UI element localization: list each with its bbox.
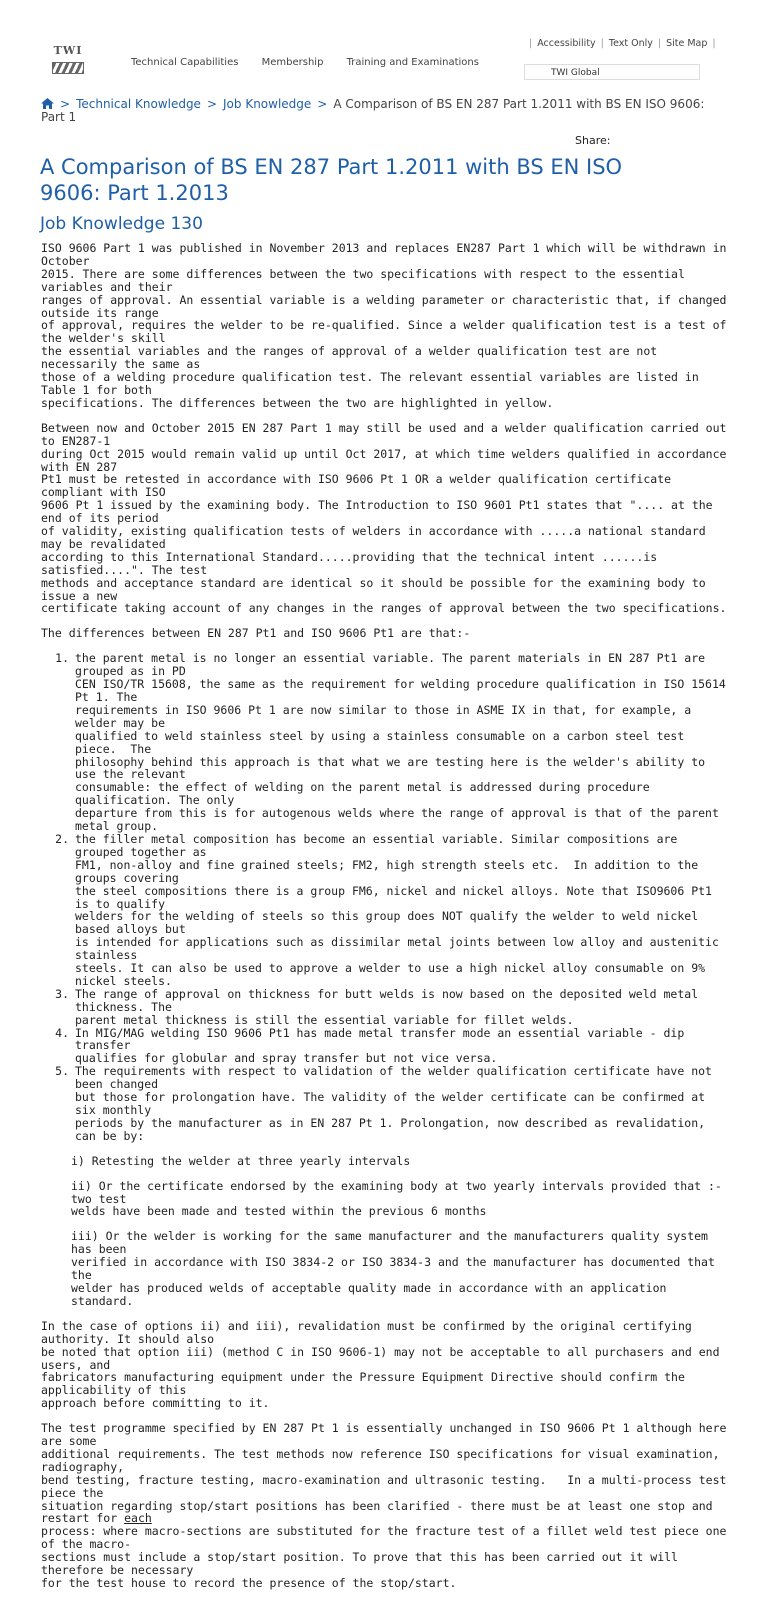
revalidation-option-i: i) Retesting the welder at three yearly intervals xyxy=(71,1153,411,1168)
chevron-right-icon: > xyxy=(60,97,71,111)
main-nav xyxy=(131,57,499,68)
each-emphasis: each xyxy=(124,1511,152,1526)
home-icon[interactable] xyxy=(41,98,54,109)
nav-technical-capabilities[interactable]: Technical Capabilities xyxy=(131,57,239,68)
page-title: A Comparison of BS EN 287 Part 1.2011 with BS EN ISO 9606: Part 1.2013 xyxy=(40,155,623,205)
list-item: 3. The range of approval on thickness for butt welds is now based on the deposited weld metal thickness. The parent metal thickness is still the essential variable for fillet welds. xyxy=(55,986,699,1027)
logo-text: TWI xyxy=(53,44,83,57)
logo-stripes-icon xyxy=(52,62,84,74)
utility-links: | Accessibility | Text Only | Site Map | xyxy=(529,38,716,49)
list-item: 2. the filler metal composition has become an essential variable. Similar compositions are grouped together as FM1, non-alloy and fine grained steels; FM2, high strength steels etc. In addition to the groups covering the steel compositions there is a group FM6, nickel and nickel alloys. Note that ISO9606 Pt1 is to qualify welders for the welding of steels so this group does NOT qualify the welder to weld nickel based alloys but is intended for applications such as dissimilar metal joints between low alloy and austenitic stainless steels. It can also be used to approve a welder to use a high nickel alloy consumable on 9% nickel steels. xyxy=(55,831,719,988)
page-subtitle: Job Knowledge 130 xyxy=(40,214,203,234)
breadcrumb-current-cont: Part 1 xyxy=(41,110,77,124)
article-body xyxy=(41,242,731,1602)
breadcrumb-technical-knowledge[interactable]: Technical Knowledge xyxy=(76,97,201,111)
revalidation-option-ii: ii) Or the certificate endorsed by the examining body at two yearly intervals provided that :-two test welds have been made and tested within the previous 6 months xyxy=(71,1178,722,1219)
chevron-right-icon: > xyxy=(317,97,328,111)
nav-training-examinations[interactable]: Training and Examinations xyxy=(346,57,479,68)
list-item: 4. In MIG/MAG welding ISO 9606 Pt1 has made metal transfer mode an essential variable - dip transfer qualifies for globular and spray transfer but not vice versa. xyxy=(55,1025,685,1066)
paragraph-test-programme: The test programme specified by EN 287 Pt 1 is essentially unchanged in ISO 9606 Pt 1 although here are some additional requirements. The test methods now reference ISO specifications for visual examination, radiography, bend testing, fracture testing, macro-examination and ultrasonic testing. In a multi-process test piece the situation regarding stop/start positions has been clarified - there must be at least one stop and restart for each process: where macro-sections are substituted for the fracture test of a fillet weld test piece one of the macro- sections must include a stop/start position. To prove that this has been carried out it will therefore be necessary for the test house to record the presence of the stop/start. xyxy=(41,1421,727,1590)
paragraph-intro: ISO 9606 Part 1 was published in November 2013 and replaces EN287 Part 1 which will be withdrawn in October 2015. There are some differences between the two specifications with respect to the essential variables and their ranges of approval. An essential variable is a welding parameter or characteristic that, if changed outside its range of approval, requires the welder to be re-qualified. Since a welder qualification test is a test of the welder's skill the essential variables and the ranges of approval of a welder qualification test are not necessarily the same as those of a welding procedure qualification test. The relevant essential variables are listed in Table 1 for both specifications. The differences between the two are highlighted in yellow. xyxy=(41,241,727,410)
twi-logo[interactable] xyxy=(50,44,86,80)
paragraph-transition: Between now and October 2015 EN 287 Part 1 may still be used and a welder qualification carried out to EN287-1 during Oct 2015 would remain valid up until Oct 2017, at which time welders qualified in accordance with EN 287 Pt1 must be retested in accordance with ISO 9606 Pt 1 OR a welder qualification certificate compliant with ISO 9606 Pt 1 issued by the examining body. The Introduction to ISO 9601 Pt1 states that ".... at the end of its period of validity, existing qualification tests of welders in accordance with .....a national standard may be revalidated according to this International Standard.....providing that the technical intent ......is satisfied....". The test methods and acceptance standard are identical so it should be possible for the examining body to issue a new certificate taking account of any changes in the ranges of approval between the two specifications. xyxy=(41,420,727,616)
accessibility-link[interactable]: Accessibility xyxy=(537,38,596,49)
text-only-link[interactable]: Text Only xyxy=(608,38,653,49)
site-map-link[interactable]: Site Map xyxy=(666,38,708,49)
chevron-right-icon: > xyxy=(206,97,218,111)
breadcrumb-job-knowledge[interactable]: Job Knowledge xyxy=(223,97,312,111)
paragraph-revalidation: In the case of options ii) and iii), revalidation must be confirmed by the original certifying authority. It should also be noted that option iii) (method C in ISO 9606-1) may not be acceptable to all purchasers and end users, and fabricators manufacturing equipment under the Pressure Equipment Directive should confirm the applicability of this approach before committing to it. xyxy=(41,1318,720,1411)
share-label: Share: xyxy=(575,134,611,147)
differences-list xyxy=(41,652,731,1142)
twi-global-select[interactable]: TWI Global xyxy=(524,64,700,80)
list-item: 5. The requirements with respect to validation of the welder qualification certificate have not been changed but those for prolongation have. The validity of the welder certificate can be confirmed at six monthly periods by the manufacturer as in EN 287 Pt 1. Prolongation, now described as revalidation, can be by: xyxy=(55,1064,712,1143)
breadcrumb-current: A Comparison of BS EN 287 Part 1.2011 with BS EN ISO 9606: xyxy=(333,97,705,111)
breadcrumb xyxy=(41,98,731,124)
list-item: 1. the parent metal is no longer an essential variable. The parent materials in EN 287 Pt1 are grouped as in PD CEN ISO/TR 15608, the same as the requirement for welding procedure qualification in ISO 15614 Pt 1. The requirements in ISO 9606 Pt 1 are now similar to those in ASME IX in that, for example, a welder may be qualified to weld stainless steel by using a stainless consumable on a carbon steel test piece. The philosophy behind this approach is that what we are testing here is the welder's ability to use the relevant consumable: the effect of welding on the parent metal is addressed during procedure qualification. The only departure from this is for autogenous welds where the range of approval is that of the parent metal group. xyxy=(55,651,726,834)
paragraph-differences-intro: The differences between EN 287 Pt1 and ISO 9606 Pt1 are that:- xyxy=(41,626,471,641)
nav-membership[interactable]: Membership xyxy=(261,57,324,68)
revalidation-option-iii: iii) Or the welder is working for the same manufacturer and the manufacturers quality system has been verified in accordance with ISO 3834-2 or ISO 3834-3 and the manufacturer has documented that the welder has produced welds of acceptable quality made in accordance with an application standard. xyxy=(71,1229,715,1308)
